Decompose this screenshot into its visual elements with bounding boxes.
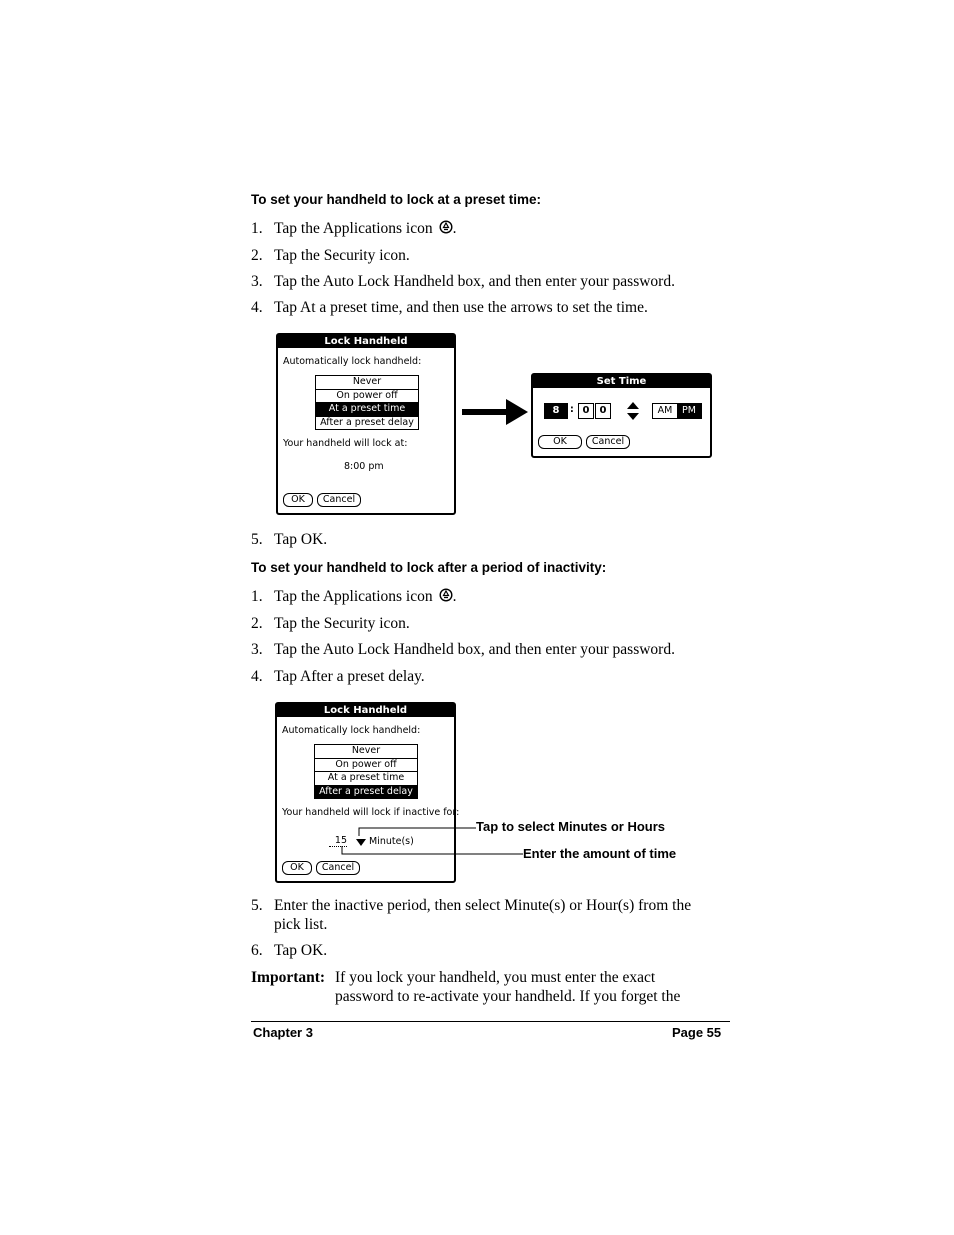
step-number: 5. [251,897,263,914]
amount-input[interactable]: 15 [329,835,347,847]
step-text-line1: Enter the inactive period, then select Minute(s) or Hour(s) from the [274,897,692,914]
option-at-preset-time[interactable]: At a preset time [316,403,418,417]
step-number: 2. [251,247,263,264]
cancel-button[interactable]: Cancel [586,435,630,449]
step-number: 6. [251,942,263,959]
footer-page-number: Page 55 [672,1025,722,1040]
important-text-line2: password to re-activate your handheld. If you forget the [335,988,681,1005]
option-never[interactable]: Never [316,376,418,390]
lock-option-list [314,744,418,799]
step-number: 3. [251,273,263,290]
step-3 [251,640,731,659]
lock-time-value[interactable]: 8:00 pm [344,461,384,472]
dialog-prompt: Automatically lock handheld: [282,725,421,736]
cancel-button[interactable]: Cancel [317,493,361,507]
step-5 [251,530,731,549]
dialog-title: Lock Handheld [277,704,454,717]
important-text-line1: If you lock your handheld, you must enter the exact [335,969,656,986]
step-text: Tap the Auto Lock Handheld box, and then enter your password. [274,273,675,290]
cancel-button[interactable]: Cancel [316,861,360,875]
am-option[interactable]: AM [657,405,673,416]
step-1 [251,219,731,238]
time-colon: : [570,404,574,415]
lock-handheld-dialog-preset [276,333,456,515]
applications-icon [439,220,453,234]
step-4 [251,298,731,317]
minute-ones-field[interactable]: 0 [595,403,611,419]
hour-field[interactable]: 8 [544,403,568,419]
step-text: Tap the Applications icon [274,220,433,237]
dialog-title: Set Time [533,375,710,388]
minute-tens-field[interactable]: 0 [578,403,594,419]
step-number: 1. [251,220,263,237]
step-text: Tap the Auto Lock Handheld box, and then enter your password. [274,641,675,658]
pm-option[interactable]: PM [677,404,701,418]
lock-option-list [315,375,419,430]
footer-rule [251,1021,730,1022]
step-text: Tap the Applications icon [274,588,433,605]
step-number: 1. [251,588,263,605]
section-heading-preset-time: To set your handheld to lock at a preset time: [251,192,542,207]
step-number: 2. [251,615,263,632]
step-text-line2: pick list. [274,916,328,933]
option-never[interactable]: Never [315,745,417,759]
up-down-arrows-icon[interactable] [626,401,640,421]
right-arrow-icon [462,398,530,426]
lock-inactive-label: Your handheld will lock if inactive for: [282,807,460,818]
section-heading-inactivity: To set your handheld to lock after a period of inactivity: [251,560,607,575]
unit-selector[interactable]: Minute(s) [369,836,414,847]
step-6 [251,941,731,960]
step-3 [251,272,731,291]
step-text: Tap OK. [274,942,328,959]
applications-icon [439,588,453,602]
step-text: Tap the Security icon. [274,247,410,264]
option-on-power-off[interactable]: On power off [316,390,418,404]
step-1 [251,587,731,606]
callout-unit: Tap to select Minutes or Hours [476,819,666,834]
dialog-prompt: Automatically lock handheld: [283,356,422,367]
option-at-preset-time[interactable]: At a preset time [315,772,417,786]
dialog-title: Lock Handheld [278,335,454,348]
step-suffix: . [452,588,457,605]
step-number: 5. [251,531,263,548]
step-suffix: . [452,220,457,237]
important-label: Important: [251,969,326,986]
step-2 [251,246,731,265]
ok-button[interactable]: OK [538,435,582,449]
option-on-power-off[interactable]: On power off [315,759,417,773]
am-pm-selector [652,403,702,419]
footer-chapter: Chapter 3 [253,1025,313,1040]
option-after-preset-delay[interactable]: After a preset delay [320,416,414,428]
step-text: Tap After a preset delay. [274,668,425,685]
set-time-dialog [531,373,712,458]
ok-button[interactable]: OK [283,493,313,507]
step-text: Tap the Security icon. [274,615,410,632]
step-text: Tap OK. [274,531,328,548]
lock-at-label: Your handheld will lock at: [283,438,408,449]
step-text: Tap At a preset time, and then use the arrows to set the time. [274,299,648,316]
step-5 [251,896,731,936]
callout-amount: Enter the amount of time [523,846,677,861]
step-number: 3. [251,641,263,658]
step-number: 4. [251,668,263,685]
option-after-preset-delay[interactable]: After a preset delay [315,786,417,799]
step-4 [251,667,731,686]
ok-button[interactable]: OK [282,861,312,875]
step-number: 4. [251,299,263,316]
step-2 [251,614,731,633]
